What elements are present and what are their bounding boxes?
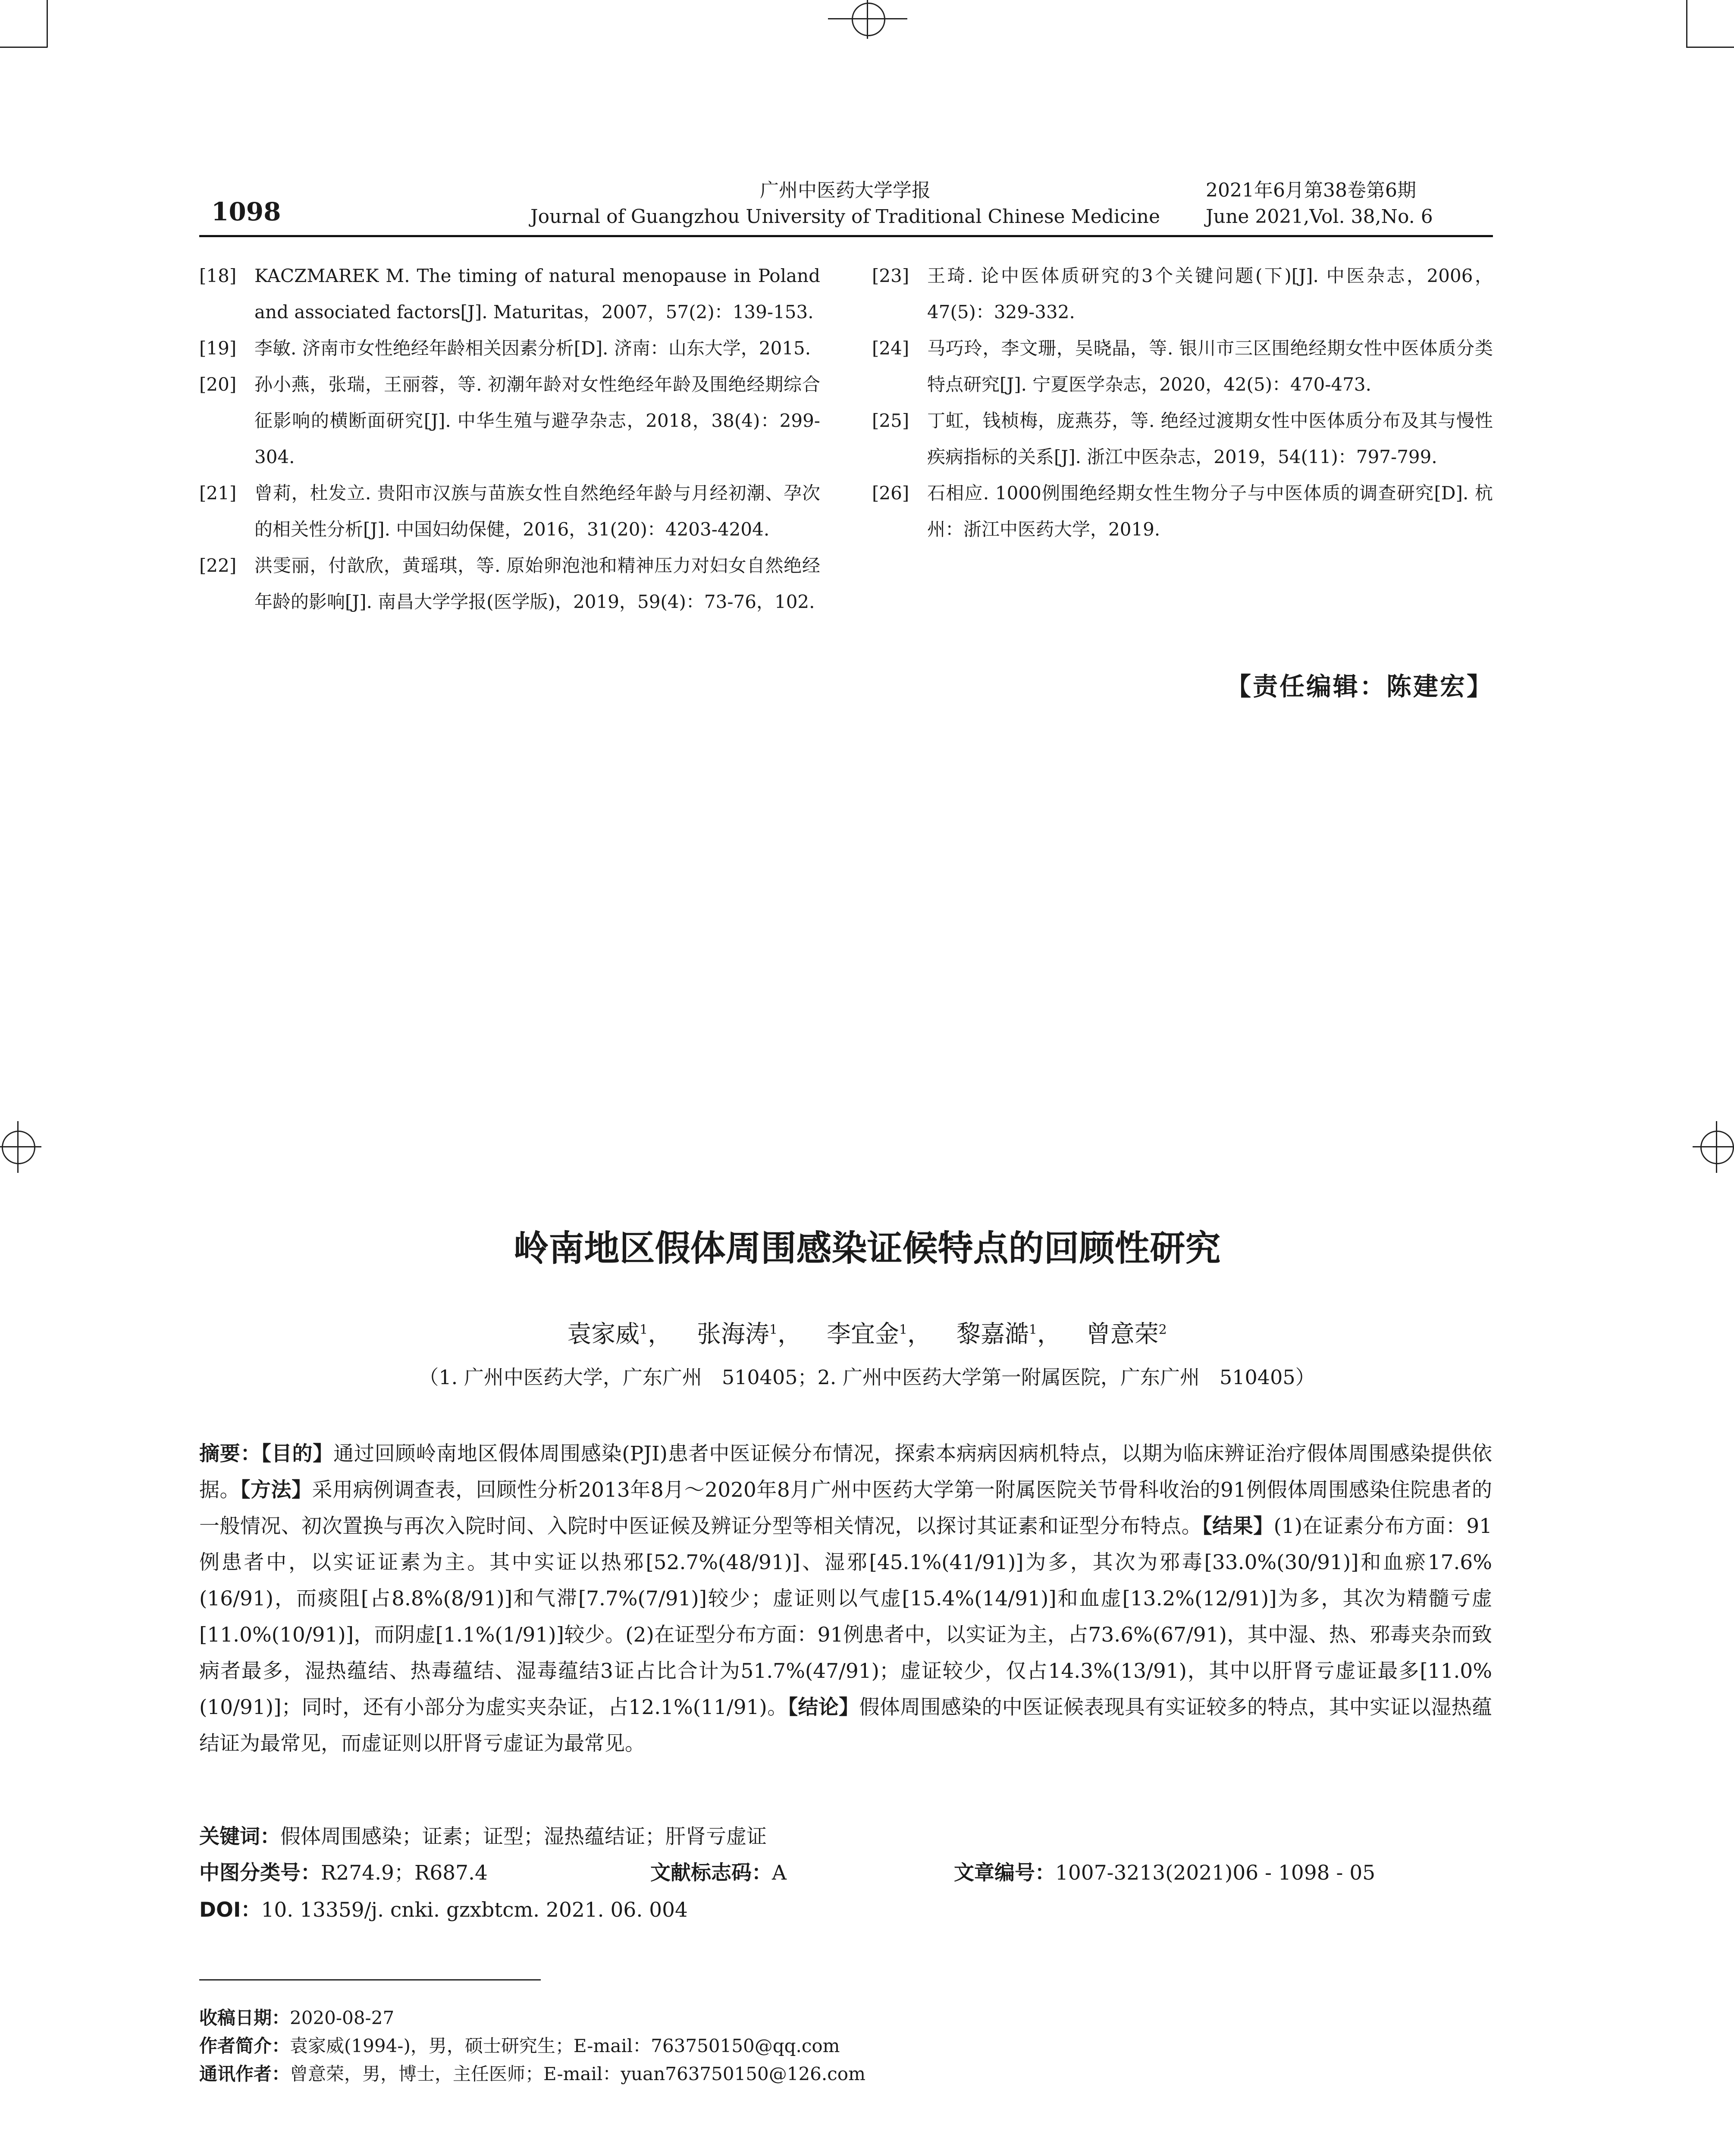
registration-mark-right-v [1716,1121,1717,1173]
reference-text: 曾莉，杜发立. 贵阳市汉族与苗族女性自然绝经年龄与月经初潮、孕次的相关性分析[J]. 中国妇幼保健，2016，31(20)：4203-4204. [254,483,820,540]
keywords [199,1821,767,1849]
author-affiliation-index: 1 [899,1322,908,1338]
registration-mark-right [1700,1131,1734,1164]
author-list [0,1315,1734,1350]
reference-number: [21] [199,483,237,504]
header-rule [199,235,1493,237]
corresponding-author [199,2060,865,2088]
reference-text: 洪雯丽，付歆欣，黄瑶琪，等. 原始卵泡池和精神压力对妇女自然绝经年龄的影响[J]. 南昌大学学报(医学版)，2019，59(4)：73-76，102. [254,555,820,612]
registration-mark-top [852,3,885,36]
clc-number [199,1857,488,1886]
affiliations: （1. 广州中医药大学，广东广州 510405；2. 广州中医药大学第一附属医院，广东广州 510405） [419,1366,1315,1389]
author-affiliation-index: 1 [1028,1322,1037,1338]
keywords-text: 假体周围感染；证素；证型；湿热蕴结证；肝肾亏虚证 [280,1825,767,1849]
author-bio [199,2032,840,2060]
abstract-section-text: 采用病例调查表，回顾性分析2013年8月～2020年8月广州中医药大学第一附属医院关节骨科收治的91例假体周围感染住院患者的一般情况、初次置换与再次入院时间、入院时中医证候及辨证分型等相关情况，以探讨其证素和证型分布特点。 [199,1478,1492,1538]
clc-label: 中图分类号： [199,1861,321,1885]
reference-number: [26] [872,483,909,504]
crop-mark [0,47,47,48]
reference-text: 马巧玲，李文珊，吴晓晶，等. 银川市三区围绝经期女性中医体质分类特点研究[J]. 宁夏医学杂志，2020，42(5)：470-473. [927,338,1493,395]
abstract-section-text: (1)在证素分布方面：91例患者中，以实证证素为主。其中实证以热邪[52.7%(48/91)]、湿邪[45.1%(41/91)]为多，其次为邪毒[33.0%(30/91)]和血瘀17.6%(16/91)，而痰阻[占8.8%(8/91)]和气滞[7.7%(7/91)]较少；虚证则以气虚[15.4%(14/91)]和血虚[13.2%(12/91)]为多，其次为精髓亏虚[11.0%(10/91)]，而阴虚[1.1%(1/91)]较少。(2)在证型分布方面：91例患者中，以实证为主，占73.6%(67/91)，其中湿、热、邪毒夹杂而致病者最多，湿热蕴结、热毒蕴结、湿毒蕴结3证占比合计为51.7%(47/91)；虚证较少，仅占14.3%(13/91)，其中以肝肾亏虚证最多[11.0%(10/91)]；同时，还有小部分为虚实夹杂证，占12.1%(11/91)。 [199,1514,1493,1719]
author-affiliation-index: 1 [769,1322,778,1338]
abstract-section-label: 【目的】 [261,1442,334,1466]
reference-number: [19] [199,338,237,359]
registration-mark-left-v [17,1121,19,1173]
author-name: 曾意荣 [1086,1320,1159,1348]
reference-entry [199,548,820,620]
author-name: 张海涛 [697,1320,770,1348]
abstract-section-label: 【方法】 [240,1478,312,1502]
registration-mark-top-v [867,0,868,39]
references-right-column [872,258,1493,548]
doi-value: 10. 13359/j. cnki. gzxbtcm. 2021. 06. 004 [261,1898,688,1922]
registration-mark-left-h [0,1146,41,1147]
registration-mark-left [2,1131,35,1164]
abstract-section-label: 【结果】 [1202,1514,1274,1538]
author-separator: ， [778,1320,802,1348]
reference-number: [20] [199,374,237,395]
issue-info-en: June 2021,Vol. 38,No. 6 [1206,206,1433,228]
clc-value: R274.9；R687.4 [321,1861,488,1885]
reference-entry [872,330,1493,403]
author-separator: ， [1037,1320,1061,1348]
abstract-label: 摘要： [199,1442,261,1466]
articleno-value: 1007-3213(2021)06 - 1098 - 05 [1055,1861,1376,1885]
reference-text: 石相应. 1000例围绝经期女性生物分子与中医体质的调查研究[D]. 杭州：浙江中医药大学，2019. [927,483,1493,540]
author-separator: ， [907,1320,932,1348]
author-affiliation-index: 2 [1158,1322,1167,1338]
author-name: 黎嘉澔 [956,1320,1029,1348]
received-date [199,2004,394,2032]
author-name: 袁家威 [567,1320,640,1348]
reference-entry [199,475,820,548]
reference-text: 王琦. 论中医体质研究的3个关键问题(下)[J]. 中医杂志，2006，47(5)：329-332. [927,265,1493,323]
article-number [954,1857,1375,1886]
reference-entry [199,258,820,330]
page-number: 1098 [211,197,281,226]
doi [199,1894,688,1923]
abstract-section-label: 【结论】 [787,1695,859,1719]
reference-entry [199,367,820,475]
issue-info-cn: 2021年6月第38卷第6期 [1206,179,1416,201]
journal-title-en: Journal of Guangzhou University of Traditional Chinese Medicine [530,206,1160,228]
author-bio-label: 作者简介： [199,2035,290,2056]
reference-entry [872,475,1493,548]
reference-text: 丁虹，钱桢梅，庞燕芬，等. 绝经过渡期女性中医体质分布及其与慢性疾病指标的关系[J]. 浙江中医杂志，2019，54(11)：797-799. [927,410,1493,467]
registration-mark-right-h [1693,1146,1734,1147]
references-left-column [199,258,820,620]
author-affiliation-index: 1 [640,1322,648,1338]
reference-entry [872,403,1493,475]
author-separator: ， [648,1320,672,1348]
journal-title-cn: 广州中医药大学学报 [760,179,931,201]
crop-mark [1686,47,1734,48]
doi-label: DOI： [199,1898,261,1922]
doccode-label: 文献标志码： [650,1861,772,1885]
crop-mark [1686,0,1687,47]
responsible-editor: 【责任编辑：陈建宏】 [1226,672,1493,701]
reference-text: 李敏. 济南市女性绝经年龄相关因素分析[D]. 济南：山东大学，2015. [254,338,811,359]
doccode-value: A [772,1861,787,1885]
crop-mark [47,0,48,47]
reference-text: KACZMAREK M. The timing of natural menopause in Poland and associated factors[J]. Maturitas，2007，57(2)：139-153. [254,265,820,323]
keywords-label: 关键词： [199,1825,280,1849]
articleno-label: 文章编号： [954,1861,1055,1885]
corresponding-label: 通讯作者： [199,2063,290,2084]
author-bio-value: 袁家威(1994-)，男，硕士研究生；E-mail：763750150@qq.com [290,2035,840,2056]
reference-entry [199,330,820,367]
article-title: 岭南地区假体周围感染证候特点的回顾性研究 [513,1228,1221,1269]
abstract [199,1436,1492,1762]
received-value: 2020-08-27 [290,2007,395,2028]
reference-number: [22] [199,555,237,576]
received-label: 收稿日期： [199,2007,290,2028]
reference-number: [24] [872,338,909,359]
abstract-section-text: 假体周围感染的中医证候表现具有实证较多的特点，其中实证以湿热蕴结证为最常见，而虚证则以肝肾亏虚证为最常见。 [199,1695,1493,1755]
reference-number: [23] [872,265,909,286]
reference-text: 孙小燕，张瑞，王丽蓉，等. 初潮年龄对女性绝经年龄及围绝经期综合征影响的横断面研究[J]. 中华生殖与避孕杂志，2018，38(4)：299-304. [254,374,820,467]
abstract-section-text: 通过回顾岭南地区假体周围感染(PJI)患者中医证候分布情况，探索本病病因病机特点，以期为临床辨证治疗假体周围感染提供依据。 [199,1442,1493,1502]
reference-entry [872,258,1493,330]
footnote-rule [199,1979,541,1981]
author-name: 李宜金 [826,1320,899,1348]
document-code [650,1857,787,1886]
reference-number: [25] [872,410,909,431]
corresponding-value: 曾意荣，男，博士，主任医师；E-mail：yuan763750150@126.com [290,2063,865,2084]
reference-number: [18] [199,265,237,286]
